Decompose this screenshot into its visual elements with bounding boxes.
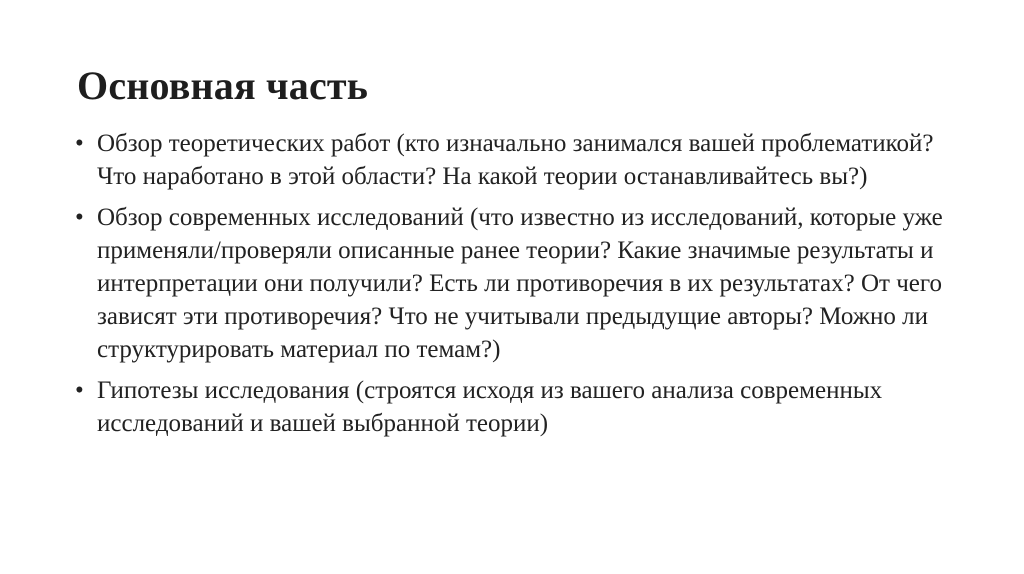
bullet-text: Обзор современных исследований (что известно из исследований, которые уже применяли/проверяли описанные ранее теории? Какие значимые результаты и интерпретации они получили? Есть ли противоречия в их результатах? От чего зависят эти противоречия? Что не учитывали предыдущие авторы? Можно ли структурировать материал по темам?): [97, 204, 943, 363]
bullet-text: Обзор теоретических работ (кто изначально занимался вашей проблематикой? Что наработано в этой области? На какой теории останавливайтесь вы?): [97, 130, 934, 190]
bullet-text: Гипотезы исследования (строятся исходя из вашего анализа современных исследований и вашей выбранной теории): [97, 377, 883, 437]
bullet-item-theory-review: [75, 127, 975, 193]
slide-title: Основная часть: [77, 63, 369, 108]
bullet-item-hypotheses: [75, 374, 975, 440]
bullet-list: [75, 127, 975, 448]
bullet-marker: •: [75, 130, 84, 157]
bullet-item-modern-research-review: [75, 201, 975, 366]
bullet-marker: •: [75, 377, 84, 404]
bullet-marker: •: [75, 204, 84, 231]
